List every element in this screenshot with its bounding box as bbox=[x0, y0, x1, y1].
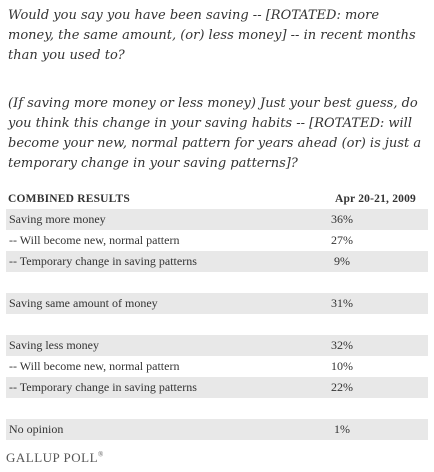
row-value: 22% bbox=[331, 380, 353, 394]
row-value: 1% bbox=[334, 422, 350, 436]
row-value: 10% bbox=[331, 359, 353, 373]
row-label: Saving more money bbox=[9, 212, 106, 226]
table-header bbox=[6, 190, 428, 210]
row-value: 9% bbox=[334, 254, 350, 268]
question-2: (If saving more money or less money) Just your best guess, do you think this change in your saving habits -- [ROTATED: will become your new, normal pattern for years ahead (or) is just a temporary change in your saving patterns]? bbox=[8, 96, 422, 171]
row-value: 31% bbox=[331, 296, 353, 310]
table-row bbox=[6, 419, 428, 440]
table-row bbox=[6, 293, 428, 314]
row-label: -- Will become new, normal pattern bbox=[9, 359, 180, 373]
row-value: 36% bbox=[331, 212, 353, 226]
row-label: Saving less money bbox=[9, 338, 99, 352]
table-row bbox=[6, 251, 428, 272]
gallup-poll-logo bbox=[6, 450, 104, 466]
table-row-spacer bbox=[6, 272, 428, 293]
question-1: Would you say you have been saving -- [ROTATED: more money, the same amount, (or) less money] -- in recent months than you used to? bbox=[8, 8, 416, 63]
row-label: Saving same amount of money bbox=[9, 296, 158, 310]
row-label: No opinion bbox=[9, 422, 64, 436]
row-label: -- Temporary change in saving patterns bbox=[9, 254, 197, 268]
row-value: 27% bbox=[331, 233, 353, 247]
row-label: -- Temporary change in saving patterns bbox=[9, 380, 197, 394]
table-row bbox=[6, 377, 428, 398]
table-row bbox=[6, 230, 428, 251]
row-value: 32% bbox=[331, 338, 353, 352]
table-row bbox=[6, 209, 428, 230]
table-row-spacer bbox=[6, 314, 428, 335]
logo-text: GALLUP POLL bbox=[6, 450, 99, 465]
table-row bbox=[6, 356, 428, 377]
table-row bbox=[6, 335, 428, 356]
row-label: -- Will become new, normal pattern bbox=[9, 233, 180, 247]
table-header-date: Apr 20-21, 2009 bbox=[334, 193, 416, 205]
registered-mark: ® bbox=[98, 450, 104, 459]
table-row-spacer bbox=[6, 398, 428, 419]
table-header-label: COMBINED RESULTS bbox=[8, 193, 130, 205]
